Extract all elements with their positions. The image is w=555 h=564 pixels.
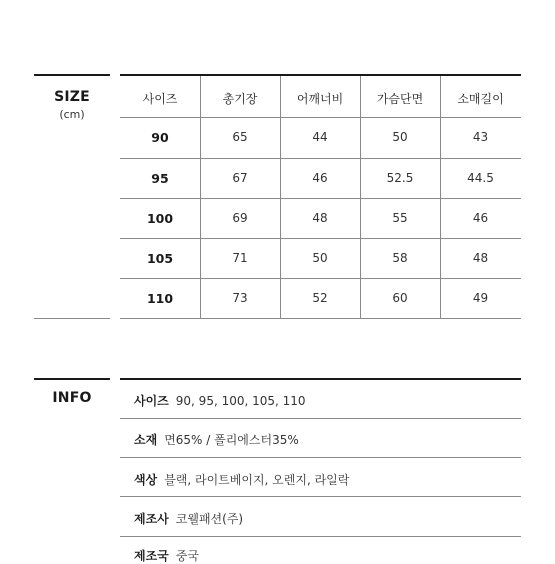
table-cell: 58: [392, 251, 408, 265]
size-left-top-rule: [34, 74, 110, 76]
info-row: [134, 392, 306, 409]
info-row-sep: [120, 457, 521, 458]
column-header: 어깨너비: [296, 92, 344, 106]
info-label: 사이즈: [134, 394, 169, 408]
table-cell: 60: [392, 291, 408, 305]
size-row-label: 100: [146, 211, 174, 226]
table-cell: 44: [312, 130, 328, 144]
column-header: 소매길이: [457, 92, 504, 106]
info-left-top-rule: [34, 378, 110, 380]
row-sep: [120, 278, 521, 279]
table-cell: 73: [232, 291, 248, 305]
size-row-label: 110: [146, 291, 174, 306]
table-cell: 46: [472, 211, 489, 225]
info-label: 제조사: [134, 512, 169, 526]
info-value: 블랙, 라이트베이지, 오렌지, 라일락: [164, 473, 350, 487]
info-value: 90, 95, 100, 105, 110: [175, 394, 306, 408]
size-title: SIZE: [54, 89, 90, 105]
info-row-sep: [120, 536, 521, 537]
table-cell: 43: [472, 130, 489, 144]
size-unit: (cm): [59, 108, 85, 121]
column-header: 가슴단면: [376, 92, 424, 106]
table-cell: 44.5: [467, 171, 494, 185]
col-sep: [360, 76, 361, 318]
row-sep: [120, 158, 521, 159]
column-header: 총기장: [222, 92, 258, 106]
table-cell: 52.5: [386, 171, 414, 185]
column-header: 사이즈: [142, 92, 178, 106]
info-label: 소재: [134, 433, 158, 447]
size-table-bottom-rule: [120, 318, 521, 319]
size-row-label: 105: [146, 251, 174, 266]
table-cell: 55: [392, 211, 408, 225]
col-sep: [280, 76, 281, 318]
info-label: 제조국: [134, 549, 169, 563]
table-cell: 49: [472, 291, 489, 305]
info-row: [134, 431, 299, 448]
info-row: [134, 547, 199, 564]
table-cell: 65: [232, 130, 248, 144]
col-sep: [200, 76, 201, 318]
info-row-sep: [120, 496, 521, 497]
info-row: [134, 510, 243, 527]
table-cell: 67: [232, 171, 248, 185]
table-cell: 69: [232, 211, 248, 225]
table-cell: 71: [232, 251, 248, 265]
info-value: 중국: [175, 549, 199, 563]
table-cell: 48: [472, 251, 489, 265]
info-value: 면65% / 폴리에스터35%: [164, 433, 299, 447]
table-cell: 50: [312, 251, 328, 265]
table-cell: 46: [312, 171, 328, 185]
size-table-top-rule: [120, 74, 521, 76]
row-sep: [120, 238, 521, 239]
table-cell: 48: [312, 211, 328, 225]
row-sep: [120, 117, 521, 118]
info-label: 색상: [134, 473, 158, 487]
table-cell: 50: [392, 130, 408, 144]
size-row-label: 90: [151, 130, 169, 145]
info-title: INFO: [52, 390, 92, 406]
info-row: [134, 471, 349, 488]
size-row-label: 95: [151, 171, 169, 186]
info-value: 코웰패션(주): [175, 512, 244, 526]
table-cell: 52: [312, 291, 328, 305]
col-sep: [440, 76, 441, 318]
size-left-bottom-rule: [34, 318, 110, 319]
info-row-sep: [120, 418, 521, 419]
info-table-top-rule: [120, 378, 521, 380]
row-sep: [120, 198, 521, 199]
